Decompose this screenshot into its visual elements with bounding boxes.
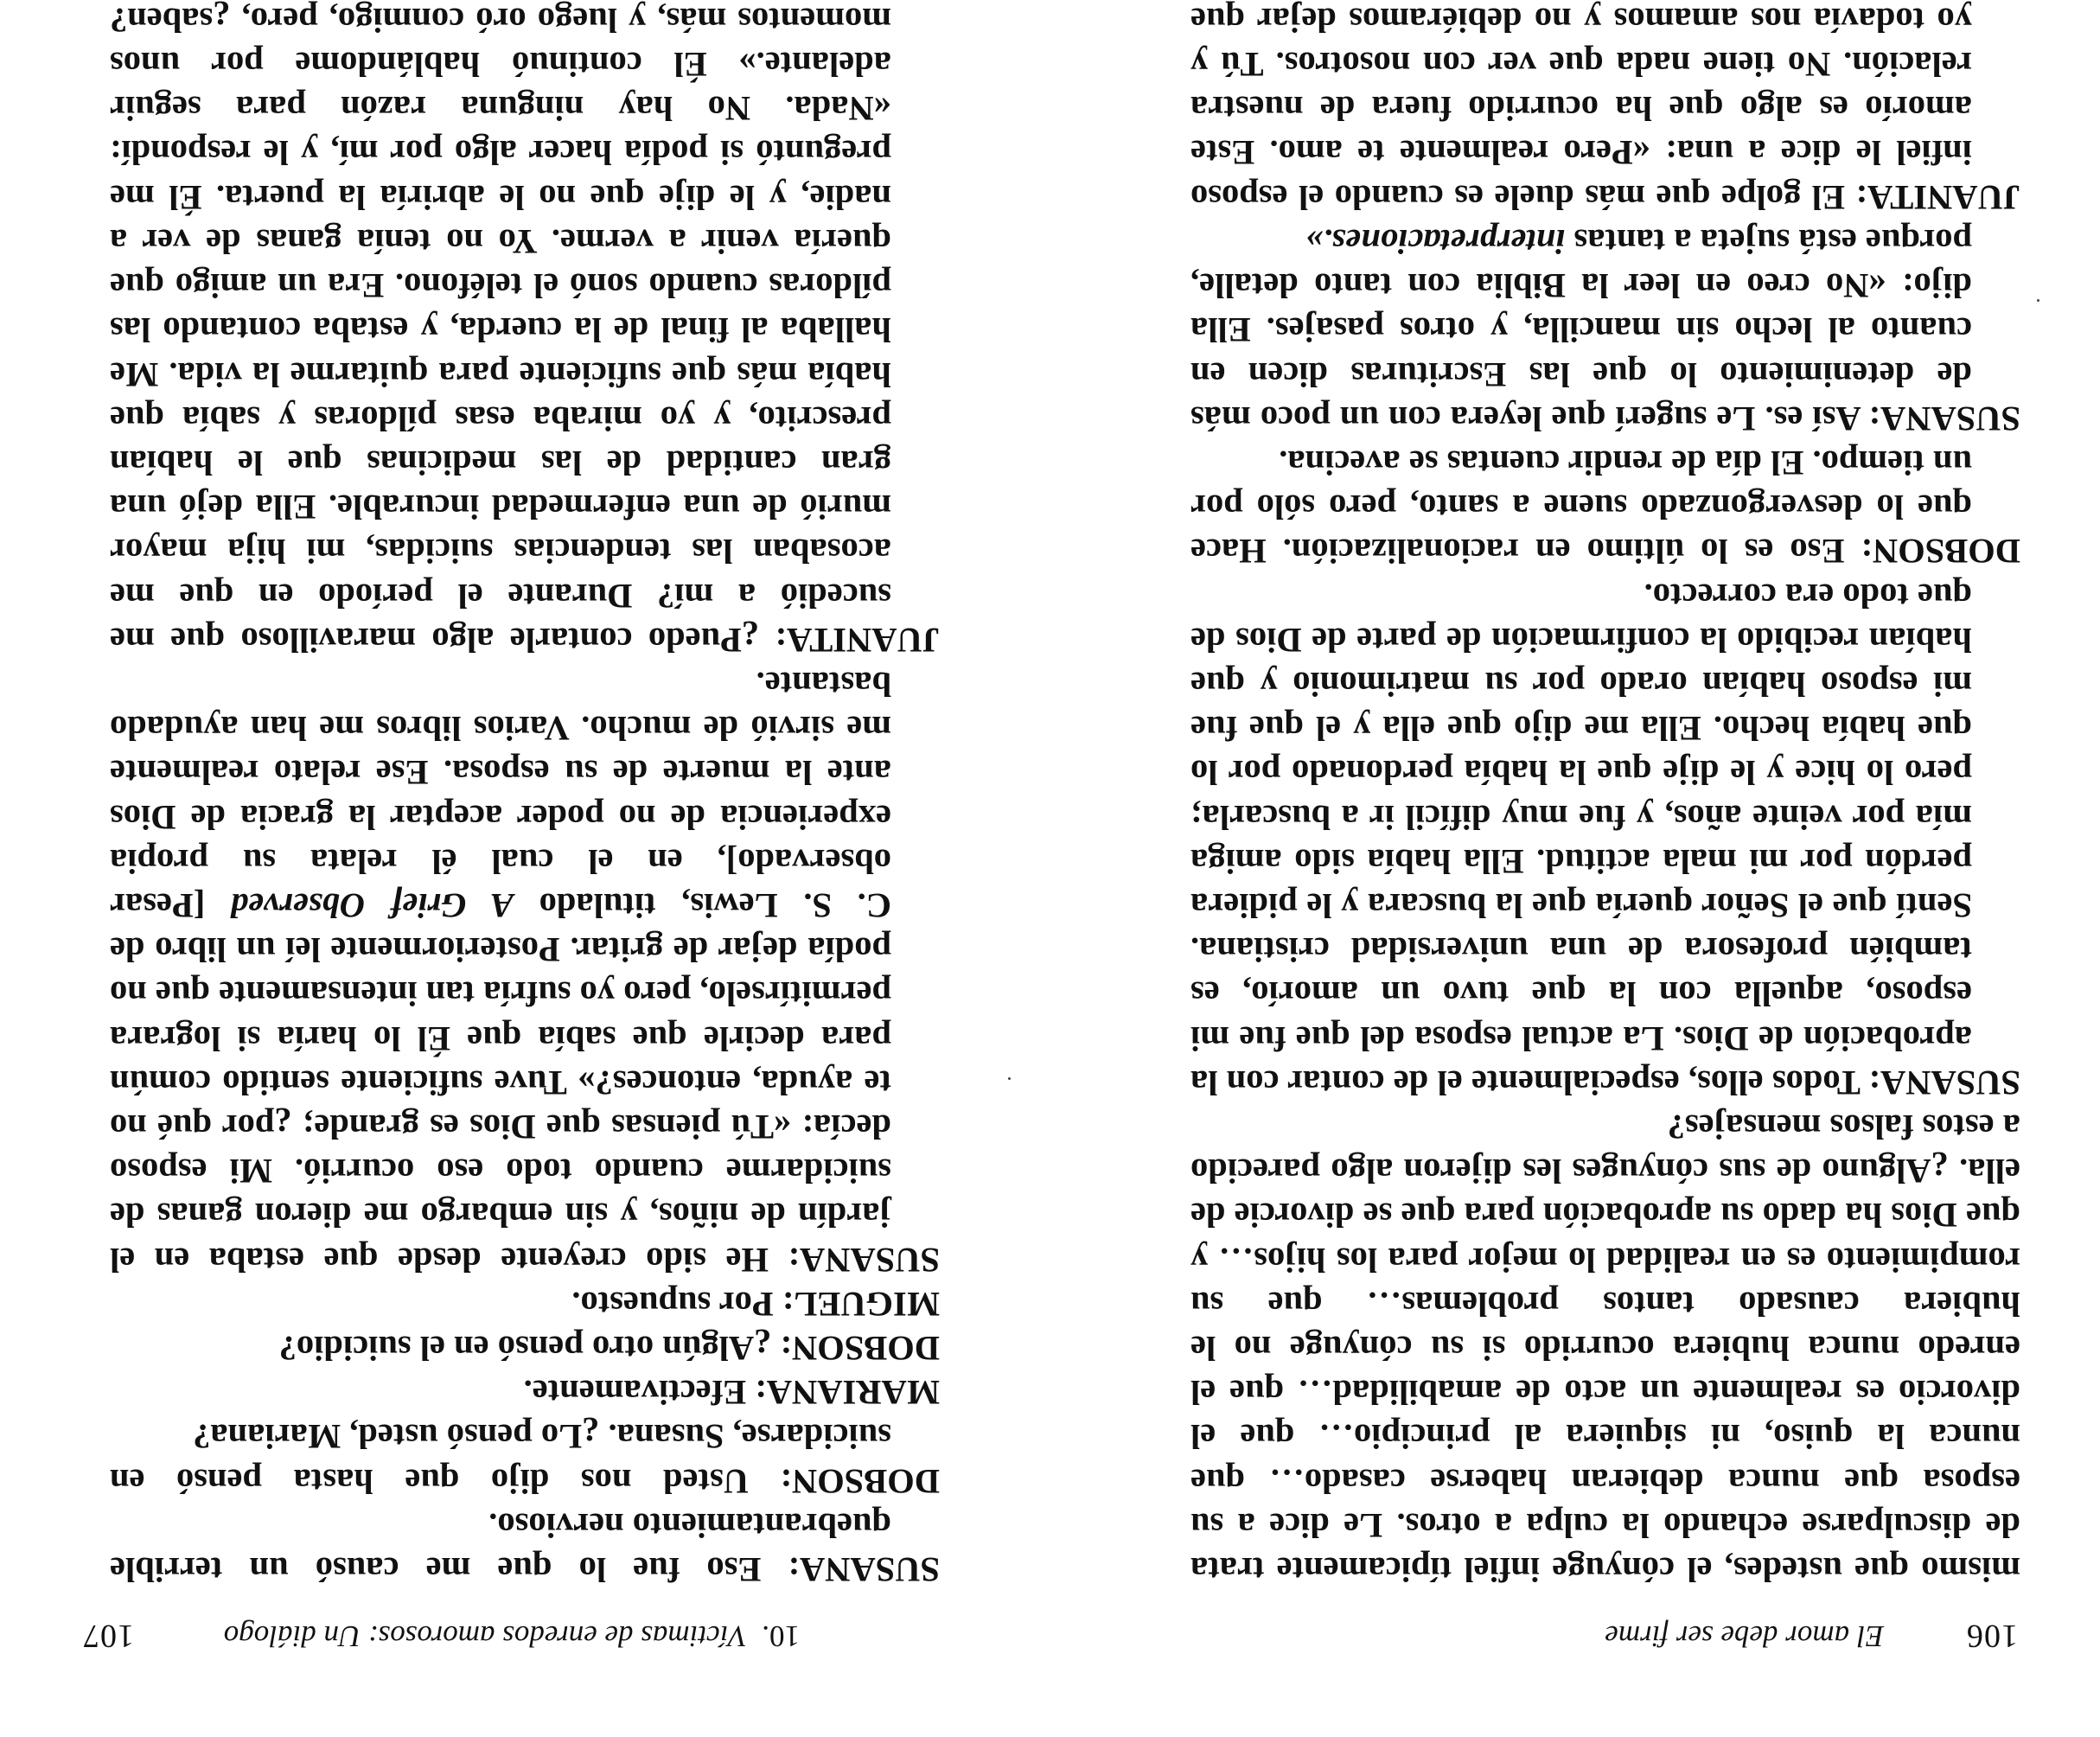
dialogue-text: Eso es lo último en racionalización. Hace que lo desvergonzado suene a santo, pero sólo por un tiempo. El día de rendir cuentas se avecina. [1190,443,1972,572]
running-head-106 [1050,1614,2100,1657]
speaker-label: JUANITA: [775,620,940,660]
dialogue-paragraph [1190,573,2020,1104]
page-number: 107 [82,1618,134,1654]
paragraph [1190,1105,2020,1592]
speaker-label: DOBSON: [780,1461,940,1501]
paragraph-text: mismo que ustedes, el cónyuge infiel típicamente trata de disculparse echando la culpa a otros. Le dice a su esposa que nunca debieran haberse casado… que nunca la quiso, ni siquiera al principio… que el divorcio es realmente un acto de amabilidad… que el enredo nunca hubiera ocurrido si su cónyuge no le hubiera causado tantos problemas… que su rompimiento es en realidad lo mejor para los hijos… y que Dios ha dado su aprobación para que se divorcie de ella. ¿Alguno de sus cónyuges les dijeron algo parecido a estos falsos mensajes? [1190,1107,2020,1589]
speaker-label: MIGUEL: [782,1284,940,1324]
dialogue-paragraph [1190,220,2020,441]
dialogue-text: Eso fue lo que me causó un terrible quebrantamiento nervioso. [110,1505,891,1589]
scan-speck [2037,299,2039,302]
dialogue-paragraph [110,1326,940,1370]
dialogue-paragraph [110,0,940,662]
running-title: El amor debe ser firme [1605,1619,1884,1653]
dialogue-text: ¿Algún otro pensó en el suicidio? [278,1328,772,1368]
dialogue-text-continued: [Pesar observado], en el cual él relata su propia experiencia de no poder aceptar la gracia de Dios ante la muerte de su esposa. Ese relato realmente me sirvió de mucho. Varios libros me han ayudado bastante. [110,664,891,925]
page-number: 106 [1966,1618,2018,1654]
page-body-107 [110,0,940,1592]
speaker-label: SUSANA: [788,1240,940,1280]
speaker-label: MARIANA: [755,1373,940,1413]
chapter-title: Víctimas de enredos amorosos: Un diálogo [223,1619,747,1653]
dialogue-text: Todos ellos, especialmente el de contar con la aprobación de Dios. La actual esposa del que fue mi esposo, aquella con la que tuvo un amorío, es también profesora de una universidad cristiana. Sentí que el Señor quería que la buscara y le pidiera perdón por mi mala actitud. Ella había sido amiga mía por veinte años, y fue muy difícil ir a buscarla; pero lo hice y le dije que la había perdonado por lo que había hecho. Ella me dijo que ella y el que fue mi esposo habían orado por su matrimonio y que habían recibido la confirmación de parte de Dios de que todo era correcto. [1190,576,1972,1102]
dialogue-text-italic: interpretaciones.» [1305,221,1566,261]
dialogue-paragraph [110,1282,940,1326]
scan-speck [1008,1077,1011,1080]
speaker-label: DOBSON: [780,1328,940,1368]
dialogue-text: Efectivamente. [523,1373,747,1413]
dialogue-paragraph [1190,441,2020,574]
speaker-label: SUSANA: [788,1550,940,1589]
dialogue-paragraph [110,662,940,1282]
chapter-number: 10. [762,1619,800,1653]
dialogue-text: ¿Puedo contarle algo maravilloso que me sucedió a mí? Durante el período en que me acosaban las tendencias suicidas, mi hija mayor murió de una enfermedad incurable. Ella dejó una gran cantidad de las medicinas que le habían prescrito, y yo miraba esas píldoras y sabía que había más que suficiente para quitarme la vida. Me hallaba al final de la cuerda, y estaba contando las píldoras cuando sonó el teléfono. Era un amigo que quería venir a verme. Yo no tenía ganas de ver a nadie, y le dije que no le abriría la puerta. Él me preguntó si podía hacer algo por mí, y le respondí: «Nada. No hay ninguna razón para seguir adelante.» Él continuó hablándome por unos momentos más, y luego oró conmigo, pero, ¿saben? [110,0,891,660]
book-title-italic: A Grief Observed [230,885,514,925]
dialogue-paragraph [110,1415,940,1503]
dialogue-paragraph [110,1370,940,1415]
dialogue-text: He sido creyente desde que estaba en el jardín de niños, y sin embargo me dieron ganas de suicidarme cuando todo eso ocurrió. Mi esposo decía: «Tú piensas que Dios es grande; ¿por qué no te ayuda, entonces?» Tuve suficiente sentido común para decirle que sabía que Él lo haría si lograra permitírselo, pero yo sufría tan intensamente que no podía dejar de gritar. Posteriormente leí un libro de C. S. Lewis, titulado [109,885,891,1280]
speaker-label: SUSANA: [1868,1063,2020,1102]
dialogue-paragraph [1190,0,2020,220]
speaker-label: SUSANA: [1868,399,2020,438]
page-body-106 [1190,0,2020,1592]
dialogue-text: El golpe que más duele es cuando el esposo infiel le dice a una: «Pero realmente te amo. Este amorío es algo que ha ocurrido fuera de nuestra relación. No tiene nada que ver con nosotros. Tú y yo todavía nos amamos y no debiéramos dejar que [1190,0,1972,217]
page-106 [1050,0,2100,1737]
dialogue-text: Usted nos dijo que hasta pensó en suicidarse, Susana. ¿Lo pensó usted, Mariana? [110,1417,891,1501]
dialogue-text: Por supuesto. [571,1284,774,1324]
running-head-107 [0,1614,1050,1657]
speaker-label: DOBSON: [1861,532,2020,572]
dialogue-paragraph [110,1504,940,1592]
dialogue-text: Así es. Le sugerí que leyera con un poco más de detenimiento lo que las Escrituras dicen en cuanto al lecho sin mancilla, y otros pasajes. Ella dijo: «No creo en leer la Biblia con tanto detalle, porque está sujeta a tantas [1190,221,1972,438]
speaker-label: JUANITA: [1855,177,2020,217]
running-title [224,1614,800,1657]
